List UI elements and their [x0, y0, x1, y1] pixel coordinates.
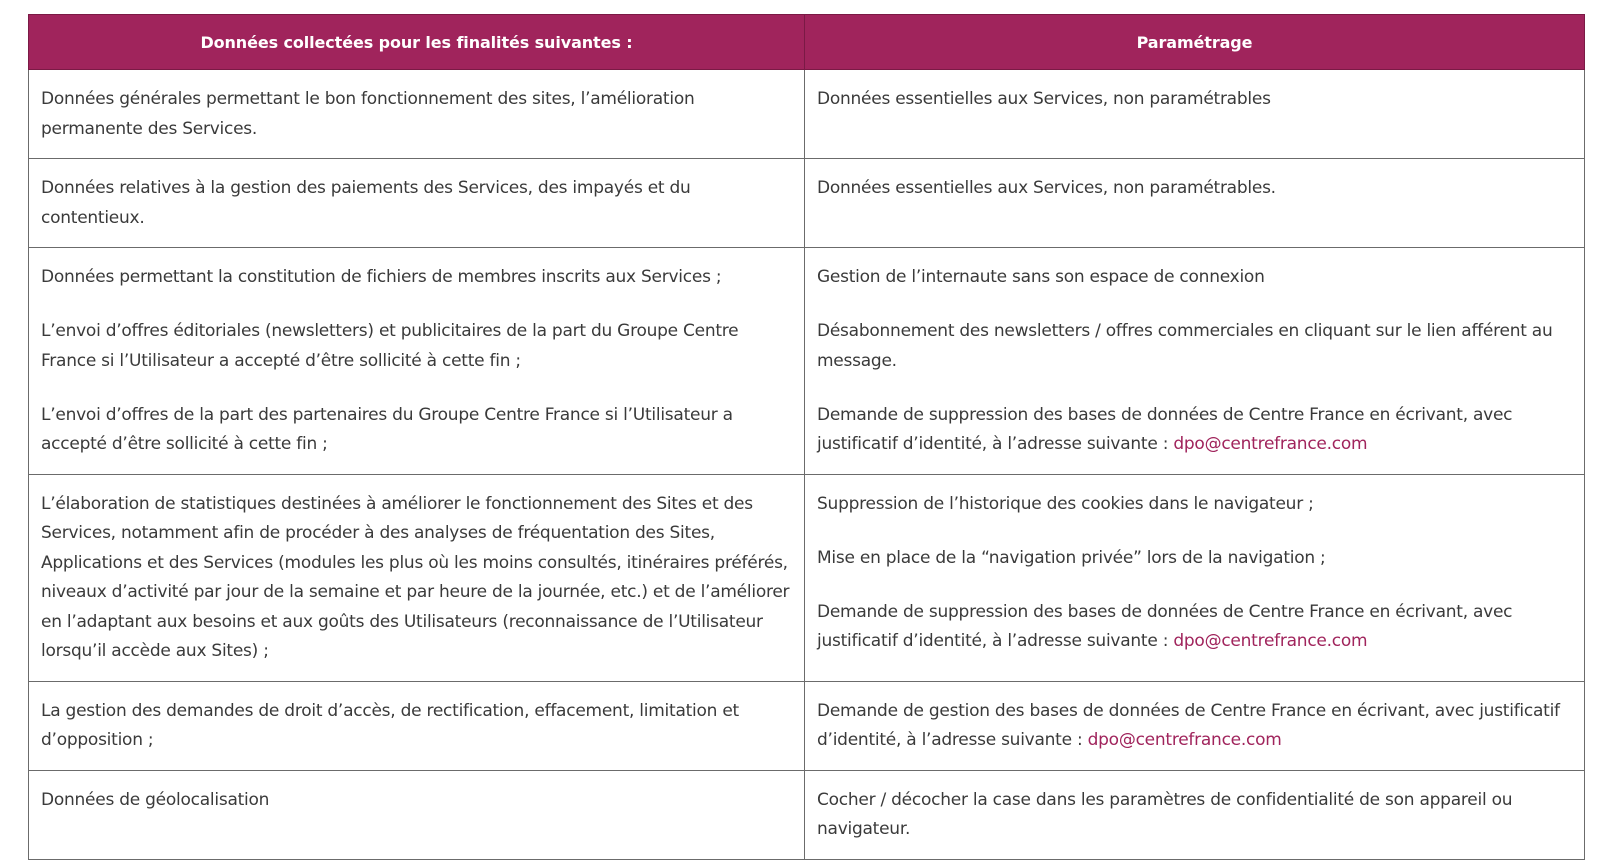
purpose-text: Données de géolocalisation	[41, 789, 270, 810]
setting-text-with-link	[817, 697, 1574, 756]
setting-text: Désabonnement des newsletters / offres commerciales en cliquant sur le lien afférent au message.	[817, 321, 1553, 371]
purpose-cell	[29, 770, 805, 859]
purpose-text: Données permettant la constitution de fichiers de membres inscrits aux Services ;	[41, 267, 722, 287]
setting-text: Gestion de l’internaute sans son espace de connexion	[817, 267, 1265, 287]
table-row	[29, 770, 1585, 859]
table-row	[29, 681, 1585, 770]
purpose-text: L’envoi d’offres de la part des partenaires du Groupe Centre France si l’Utilisateur a accepté d’être sollicité à cette fin ;	[41, 404, 733, 454]
purpose-cell	[29, 248, 805, 475]
table-header-row	[29, 15, 1585, 70]
purpose-cell	[29, 159, 805, 248]
dpo-email-link[interactable]: dpo@centrefrance.com	[1087, 730, 1282, 750]
setting-cell	[805, 159, 1585, 248]
header-purposes: Données collectées pour les finalités suivantes :	[29, 15, 805, 70]
purpose-text: Données relatives à la gestion des paiements des Services, des impayés et du contentieux.	[41, 178, 691, 228]
table-row	[29, 474, 1585, 681]
purpose-text: Données générales permettant le bon fonctionnement des sites, l’amélioration permanente des Services.	[41, 89, 695, 139]
setting-cell	[805, 770, 1585, 859]
setting-text: Demande de suppression des bases de données de Centre France en écrivant, avec justificatif d’identité, à l’adresse suivante :	[817, 404, 1513, 454]
table-row	[29, 159, 1585, 248]
purpose-text: L’élaboration de statistiques destinées à améliorer le fonctionnement des Sites et des Services, notamment afin de procéder à des analyses de fréquentation des Sites, Applications et des Services (modules les plus où les moins consultés, itinéraires préférés, niveaux d’activité par jour de la semaine et par heure de la journée, etc.) et de l’améliorer en l’adaptant aux besoins et aux goûts des Utilisateurs (reconnaissance de l’Utilisateur lorsqu’il accède aux Sites) ;	[41, 493, 790, 661]
dpo-email-link[interactable]: dpo@centrefrance.com	[1173, 631, 1368, 651]
purpose-text: L’envoi d’offres éditoriales (newsletters) et publicitaires de la part du Groupe Centre France si l’Utilisateur a accepté d’être sollicité à cette fin ;	[41, 321, 739, 371]
privacy-data-table	[28, 14, 1585, 860]
setting-cell	[805, 681, 1585, 770]
purpose-cell	[29, 474, 805, 681]
setting-text-with-link	[817, 401, 1574, 460]
setting-text: Demande de gestion des bases de données de Centre France en écrivant, avec justificatif d’identité, à l’adresse suivante :	[817, 700, 1560, 750]
purpose-cell	[29, 70, 805, 159]
setting-text: Données essentielles aux Services, non paramétrables.	[817, 178, 1276, 198]
purpose-text: La gestion des demandes de droit d’accès, de rectification, effacement, limitation et d’opposition ;	[41, 700, 739, 750]
setting-cell	[805, 248, 1585, 475]
setting-text: Demande de suppression des bases de données de Centre France en écrivant, avec justificatif d’identité, à l’adresse suivante :	[817, 601, 1513, 651]
setting-cell	[805, 474, 1585, 681]
setting-text-with-link	[817, 598, 1574, 657]
setting-text: Données essentielles aux Services, non paramétrables	[817, 89, 1271, 109]
setting-cell	[805, 70, 1585, 159]
setting-text: Cocher / décocher la case dans les paramètres de confidentialité de son appareil ou navigateur.	[817, 789, 1513, 839]
table-row	[29, 248, 1585, 475]
table-row	[29, 70, 1585, 159]
setting-text: Mise en place de la “navigation privée” lors de la navigation ;	[817, 547, 1326, 568]
purpose-cell	[29, 681, 805, 770]
header-settings: Paramétrage	[805, 15, 1585, 70]
setting-text: Suppression de l’historique des cookies dans le navigateur ;	[817, 493, 1314, 514]
privacy-table-container	[28, 14, 1584, 860]
dpo-email-link[interactable]: dpo@centrefrance.com	[1173, 434, 1368, 454]
